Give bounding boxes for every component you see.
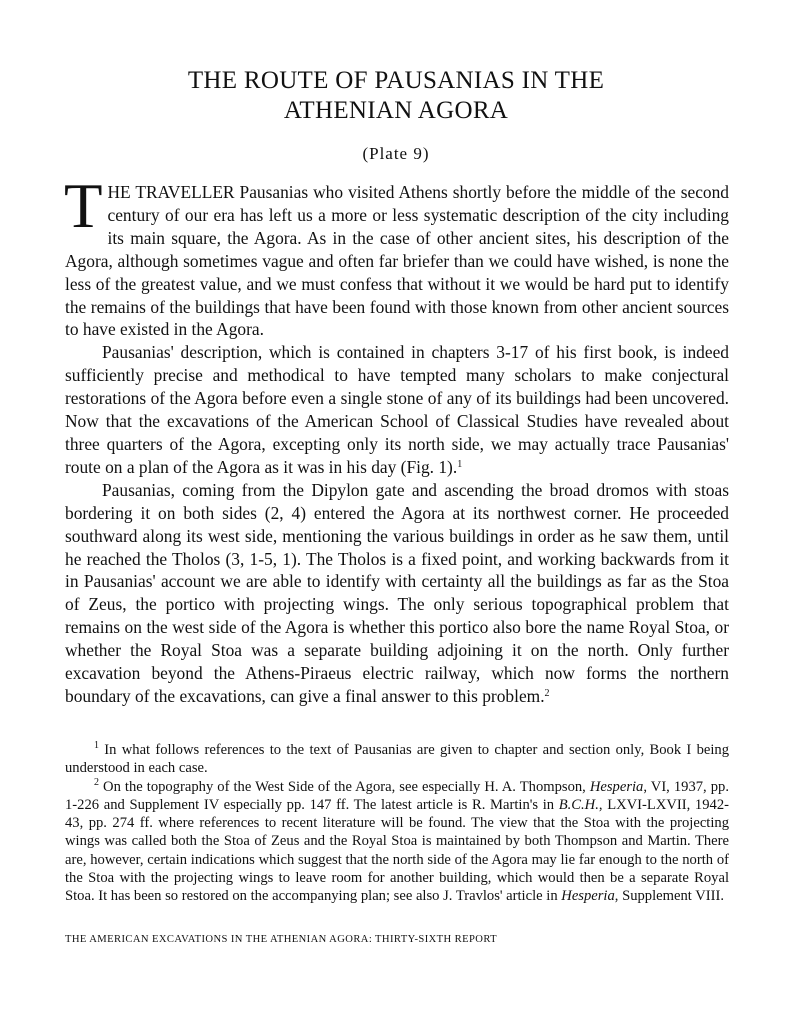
paragraph-2-text: Pausanias' description, which is contained in chapters 3-17 of his first book, is indeed sufficiently precise and methodical to have tempted many scholars to make conjectural restorations of the Agora before even a single stone of any of its buildings had been uncovered. Now that the excavations of the American School of Classical Studies have revealed about three quarters of the Agora, excepting only its north side, we may actually trace Pausanias' route on a plan of the Agora as it was in his day (Fig. 1). — [65, 342, 729, 477]
footnote-2-text-c: , LXVI-LXVII, 1942-43, pp. 274 ff. where references to recent literature will be found. The view that the Stoa with the projecting wings was called both the Stoa of Zeus and the Royal Stoa is maintained by both Thompson and Martin. There are, however, certain indications which suggest that the north side of the Agora may lie far enough to the north of the Stoa with the projecting wings to leave room for another building, which would then be a separate Royal Stoa. It has been so restored on the accompanying plan; see also J. Travlos' article in — [65, 796, 729, 905]
title-line-1: THE ROUTE OF PAUSANIAS IN THE — [187, 67, 605, 94]
footnote-1-text: In what follows references to the text of Pausanias are given to chapter and section only, Book I being understood in each case. — [65, 742, 729, 777]
drop-cap: T — [64, 171, 103, 241]
article-title — [60, 66, 732, 126]
footnote-1-number: 1 — [94, 740, 99, 751]
footnote-ref-1: 1 — [457, 458, 463, 470]
footnote-2-number: 2 — [94, 776, 99, 788]
paragraph-3 — [65, 479, 729, 708]
article-body — [64, 171, 730, 708]
paragraph-2 — [65, 341, 729, 478]
journal-title-hesperia: Hesperia — [589, 778, 644, 795]
footnote-2-text-d: , Supplement VIII. — [614, 888, 724, 905]
footnote-ref-2: 2 — [544, 687, 550, 699]
lead-in-text: HE TRAVELLER — [107, 182, 235, 202]
paragraph-1-text: Pausanias who visited Athens shortly before the middle of the second century of our era has left us a more or less systematic description of the city including its main square, the Agora. As in the case of other ancient sites, his description of the Agora, although sometimes vague and often far briefer than we could have wished, is none the less of the greatest value, and we must confess that without it we would be hard put to identify the remains of the buildings that have been found with those known from other ancient sources to have existed in the Agora. — [65, 182, 730, 340]
title-line-2: ATHENIAN AGORA — [283, 97, 509, 124]
journal-title-hesperia-2: Hesperia — [561, 888, 615, 905]
footnotes — [65, 741, 729, 906]
plate-reference: (Plate 9) — [362, 144, 430, 163]
footnote-1 — [65, 741, 729, 778]
journal-title-bch: B.C.H. — [558, 796, 599, 813]
running-footer: THE AMERICAN EXCAVATIONS IN THE ATHENIAN AGORA: THIRTY-SIXTH REPORT — [65, 934, 498, 945]
footnote-2-text-b: , VI, 1937, pp. 1-226 and Supplement IV especially pp. 147 ff. The latest article is R. Martin's in — [65, 778, 729, 813]
paragraph-1 — [64, 171, 730, 341]
footnote-2-text-a: On the topography of the West Side of the Agora, see especially H. A. Thompson, — [99, 778, 590, 795]
paragraph-3-text: Pausanias, coming from the Dipylon gate and ascending the broad dromos with stoas bordering it on both sides (2, 4) entered the Agora at its northwest corner. He proceeded southward along its west side, mentioning the various buildings in order as he saw them, until he reached the Tholos (3, 1-5, 1). The Tholos is a fixed point, and working backwards from it in Pausanias' account we are able to identify with certainty all the buildings as far as the Stoa of Zeus, the portico with projecting wings. The only serious topographical problem that remains on the west side of the Agora is whether this portico also bore the name Royal Stoa, or whether the Royal Stoa was a separate building adjoining it on the north. Only further excavation beyond the Athens-Piraeus electric railway, which now forms the northern boundary of the excavations, can give a final answer to this problem. — [65, 479, 729, 706]
footnote-2 — [65, 778, 729, 906]
